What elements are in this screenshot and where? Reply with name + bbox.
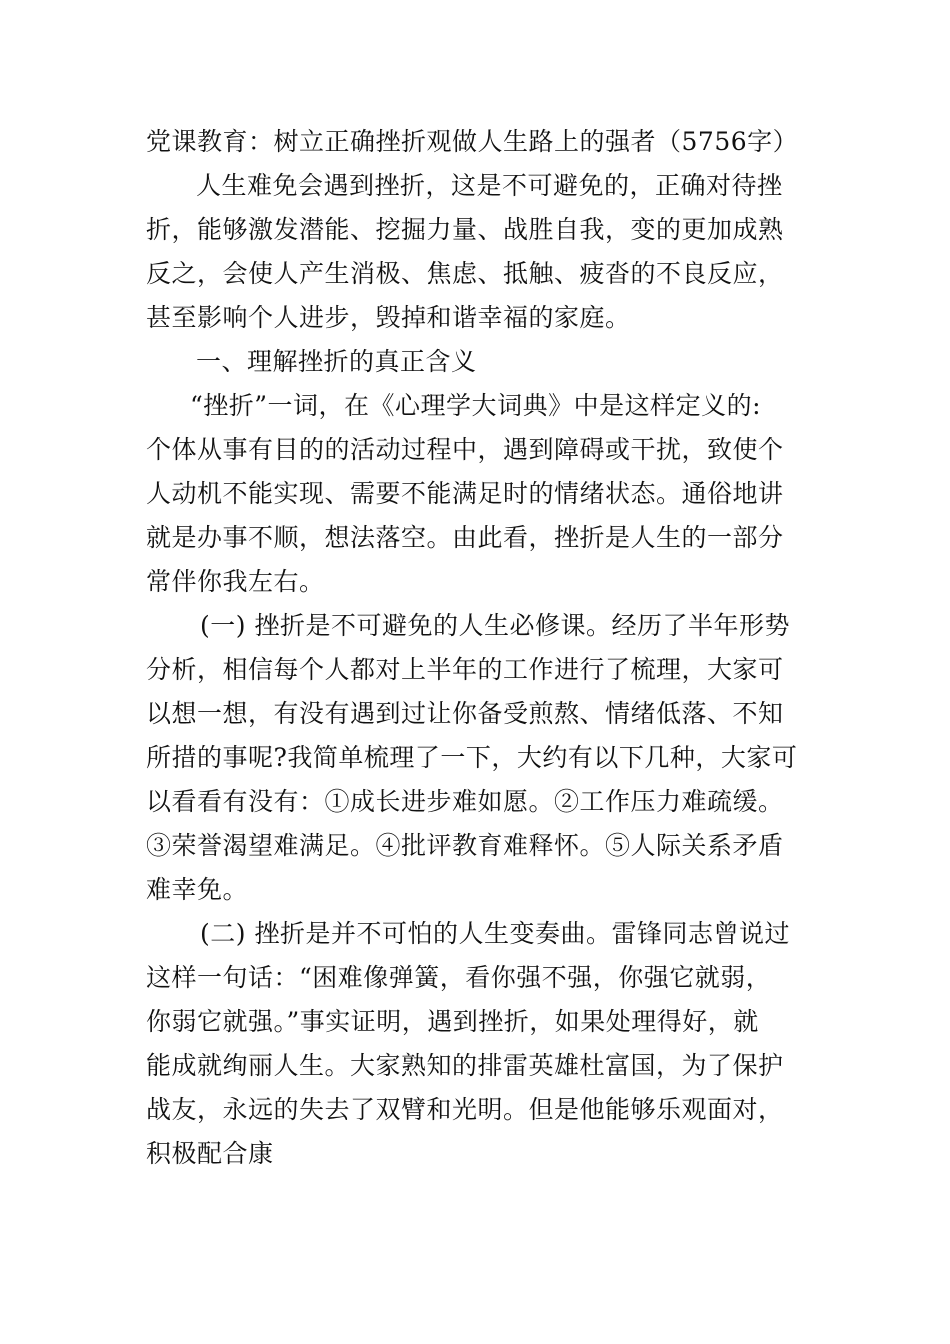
- paragraph-line: 能成就绚丽人生。大家熟知的排雷英雄杜富国，为了保护: [146, 1051, 784, 1080]
- paragraph-line: 你弱它就强。”事实证明，遇到挫折，如果处理得好，就: [146, 1007, 759, 1036]
- paragraph-line: 个体从事有目的的活动过程中，遇到障碍或干扰，致使个: [146, 435, 784, 464]
- paragraph-intro: [146, 164, 816, 340]
- paragraph-line: 折，能够激发潜能、挖掘力量、战胜自我，变的更加成熟: [146, 215, 784, 244]
- section-heading: [146, 340, 816, 384]
- paragraph-line: 积极配合康: [146, 1139, 274, 1168]
- paragraph-line: (二) 挫折是并不可怕的人生变奏曲。雷锋同志曾说过: [200, 919, 790, 948]
- paragraph-line: “挫折”一词，在《心理学大词典》中是这样定义的:: [190, 391, 761, 420]
- paragraph-line: 以看看有没有：①成长进步难如愿。②工作压力难疏缓。: [146, 787, 784, 816]
- paragraph-line: 分析，相信每个人都对上半年的工作进行了梳理，大家可: [146, 655, 784, 684]
- paragraph-line: 常伴你我左右。: [146, 567, 325, 596]
- document-title: 党课教育：树立正确挫折观做人生路上的强者（5756字）: [146, 127, 799, 156]
- paragraph-line: 所措的事呢?我简单梳理了一下，大约有以下几种，大家可: [146, 743, 798, 772]
- paragraph-line: 战友，永远的失去了双臂和光明。但是他能够乐观面对，: [146, 1095, 784, 1124]
- section-heading-text: 一、理解挫折的真正含义: [196, 347, 477, 376]
- paragraph-line: 就是办事不顺，想法落空。由此看，挫折是人生的一部分: [146, 523, 784, 552]
- document-body: [146, 120, 816, 1176]
- paragraph-line: 人生难免会遇到挫折，这是不可避免的，正确对待挫: [196, 171, 783, 200]
- paragraph-definition: [146, 384, 816, 604]
- paragraph-subsection-2: [146, 912, 816, 1176]
- paragraph-line: ③荣誉渴望难满足。④批评教育难释怀。⑤人际关系矛盾: [146, 831, 784, 860]
- paragraph-line: 难幸免。: [146, 875, 249, 904]
- paragraph-line: 反之，会使人产生消极、焦虑、抵触、疲沓的不良反应，: [146, 259, 784, 288]
- paragraph-line: (一) 挫折是不可避免的人生必修课。经历了半年形势: [200, 611, 790, 640]
- paragraph-subsection-1: [146, 604, 816, 912]
- paragraph-line: 这样一句话：“困难像弹簧，看你强不强，你强它就弱，: [146, 963, 772, 992]
- paragraph-line: 以想一想，有没有遇到过让你备受煎熬、情绪低落、不知: [146, 699, 784, 728]
- paragraph-line: 人动机不能实现、需要不能满足时的情绪状态。通俗地讲: [146, 479, 784, 508]
- paragraph-line: 甚至影响个人进步，毁掉和谐幸福的家庭。: [146, 303, 631, 332]
